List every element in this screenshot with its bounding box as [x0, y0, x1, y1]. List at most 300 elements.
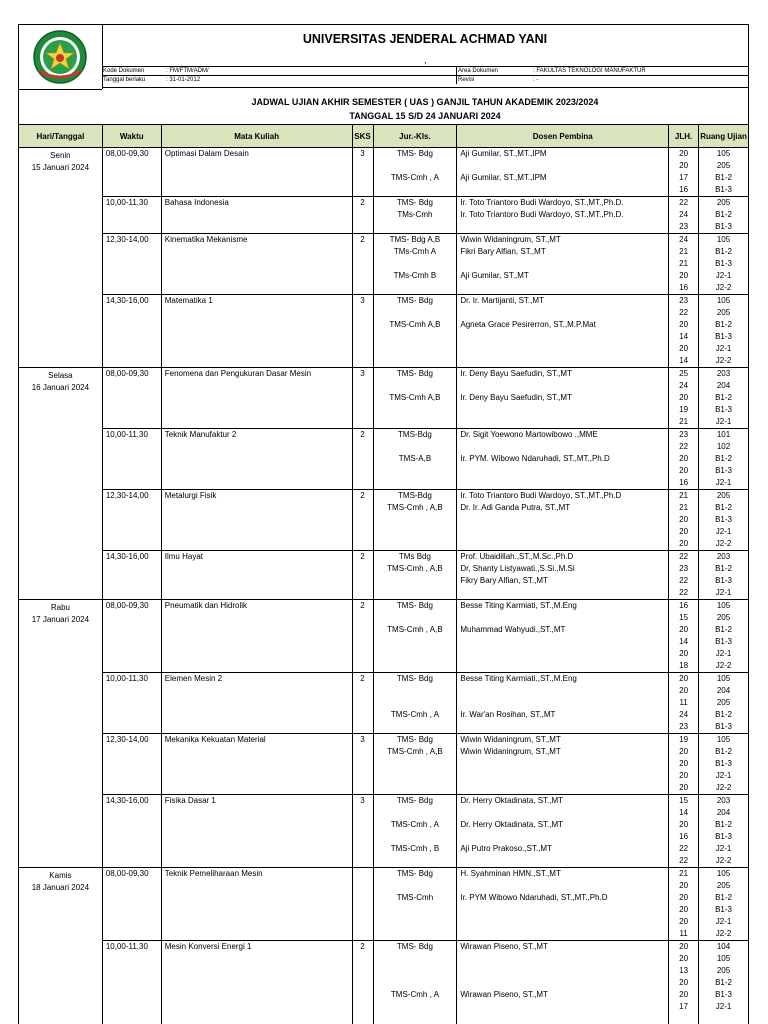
cell-line — [457, 636, 668, 648]
cell-line — [457, 648, 668, 660]
time-cell-text: 10,00-11,30 — [105, 198, 148, 207]
cell-line — [374, 331, 457, 343]
cell-line — [374, 477, 457, 489]
sks-cell-text: 2 — [360, 552, 365, 561]
course-cell — [161, 551, 352, 600]
sks-cell — [352, 673, 373, 734]
sks-cell — [352, 795, 373, 868]
cell-line: 15 — [679, 796, 689, 805]
cell-line: 101 — [716, 430, 731, 439]
cell-line: TMs-Cmh A — [393, 247, 437, 256]
jlh-cell — [669, 429, 699, 490]
time-cell — [102, 600, 161, 673]
cell-line: J2-1 — [715, 344, 732, 353]
cell-line: TMS-Cmh , B — [390, 844, 440, 853]
cell-line: 205 — [716, 698, 731, 707]
cell-line: 21 — [679, 869, 689, 878]
jurusan-cell — [373, 148, 457, 197]
cell-line: 16 — [679, 601, 689, 610]
sks-cell-text: 2 — [360, 198, 365, 207]
table-row — [19, 868, 749, 941]
cell-line: 11 — [679, 698, 688, 707]
revisi-value: : - — [533, 77, 539, 83]
cell-line — [374, 1001, 457, 1013]
table-body — [19, 148, 749, 1024]
jlh-cell — [669, 234, 699, 295]
table-row — [19, 600, 749, 673]
cell-line: 17 — [679, 173, 689, 182]
day-name: Senin — [50, 151, 71, 160]
cell-line: Ir. War'an Rosihan, ST.,MT — [460, 710, 556, 719]
cell-line: 105 — [716, 149, 731, 158]
cell-line: 205 — [716, 966, 731, 975]
cell-line — [457, 258, 668, 270]
cell-line: J2-2 — [715, 856, 732, 865]
cell-line: 17 — [679, 1002, 689, 1011]
cell-line: Wirawan Piseno, ST.,MT — [460, 990, 548, 999]
cell-line: 21 — [679, 491, 689, 500]
cell-line: TMS-Bdg — [398, 430, 432, 439]
table-header-row — [19, 125, 749, 148]
cell-line — [457, 331, 668, 343]
course-cell-text: Elemen Mesin 2 — [164, 674, 223, 683]
day-cell — [19, 600, 103, 868]
jlh-cell — [669, 368, 699, 429]
room-cell — [699, 795, 749, 868]
header-comma: , — [424, 55, 427, 65]
cell-line — [374, 770, 457, 782]
cell-line: TMs Bdg — [398, 552, 431, 561]
course-cell — [161, 941, 352, 1024]
cell-line: 102 — [716, 442, 731, 451]
day-cell — [19, 148, 103, 368]
cell-line: 20 — [679, 686, 689, 695]
cell-line: 21 — [679, 503, 689, 512]
cell-line — [457, 697, 668, 709]
room-cell — [699, 551, 749, 600]
cell-line — [457, 612, 668, 624]
cell-line — [669, 1013, 698, 1024]
table-row — [19, 941, 749, 1024]
day-cell — [19, 368, 103, 600]
area-label: Area Dokumen — [458, 68, 499, 74]
cell-line — [457, 721, 668, 733]
time-cell — [102, 941, 161, 1024]
jurusan-cell — [373, 429, 457, 490]
cell-line: TMS- Bdg — [396, 296, 433, 305]
cell-line — [374, 282, 457, 294]
cell-line: 24 — [679, 710, 689, 719]
cell-line: TMS-Cmh , A — [390, 820, 439, 829]
cell-line: 13 — [679, 966, 689, 975]
cell-line — [457, 1001, 668, 1013]
cell-line: B1-2 — [715, 893, 732, 902]
cell-line: Ir. Deny Bayu Saefudin, ST.,MT — [460, 393, 572, 402]
column-header: Mata Kuliah — [161, 125, 352, 148]
time-cell-text: 08,00-09,30 — [105, 149, 149, 158]
cell-line: J2-1 — [715, 917, 732, 926]
cell-line: 16 — [679, 478, 689, 487]
cell-line — [374, 160, 457, 172]
cell-line: 205 — [716, 161, 731, 170]
jurusan-cell — [373, 295, 457, 368]
cell-line: 20 — [679, 149, 689, 158]
cell-line: B1-3 — [715, 515, 732, 524]
table-row — [19, 148, 749, 197]
cell-line — [374, 355, 457, 367]
sks-cell-text: 2 — [360, 430, 365, 439]
cell-line — [374, 782, 457, 794]
column-header: SKS — [352, 125, 373, 148]
cell-line — [457, 928, 668, 940]
time-cell-text: 12,30-14,00 — [105, 491, 149, 500]
sks-cell — [352, 197, 373, 234]
cell-line — [374, 514, 457, 526]
cell-line: B1-2 — [715, 820, 732, 829]
cell-line: TMS-Cmh A,B — [389, 393, 441, 402]
cell-line: 14 — [679, 356, 689, 365]
dosen-cell — [457, 673, 669, 734]
cell-line: B1-3 — [715, 832, 732, 841]
cell-line: J2-2 — [715, 356, 732, 365]
cell-line: J2-2 — [715, 783, 732, 792]
cell-line — [374, 526, 457, 538]
course-cell-text: Mekanika Kekuatan Material — [164, 735, 266, 744]
cell-line: B1-2 — [715, 625, 732, 634]
cell-line — [457, 831, 668, 843]
cell-line: 205 — [716, 198, 731, 207]
cell-line: 20 — [679, 454, 689, 463]
cell-line: 105 — [716, 296, 731, 305]
jlh-cell — [669, 295, 699, 368]
time-cell — [102, 197, 161, 234]
dosen-cell — [457, 368, 669, 429]
cell-line: J2-2 — [715, 661, 732, 670]
sks-cell — [352, 295, 373, 368]
jurusan-cell — [373, 673, 457, 734]
cell-line — [457, 855, 668, 867]
cell-line: TMS-Cmh , A,B — [387, 564, 443, 573]
cell-line — [457, 380, 668, 392]
cell-line: Prof. Ubaidillah.,ST.,M.Sc.,Ph.D — [460, 552, 574, 561]
cell-line — [374, 807, 457, 819]
cell-line: J2-1 — [715, 649, 732, 658]
cell-line — [457, 904, 668, 916]
exam-schedule-sheet — [18, 24, 749, 1024]
cell-line: Wiwin Widaningrum, ST.,MT — [460, 235, 561, 244]
logo-emblem-icon — [19, 25, 102, 89]
room-cell — [699, 734, 749, 795]
cell-line — [457, 404, 668, 416]
day-date: 17 Januari 2024 — [31, 615, 90, 624]
cell-line: Ir. Toto Triantoro Budi Wardoyo, ST.,MT.,Ph.D. — [460, 210, 624, 219]
jurusan-cell — [373, 600, 457, 673]
cell-line: 11 — [679, 929, 688, 938]
cell-line — [457, 685, 668, 697]
cell-line: TMS-Cmh , A — [390, 990, 439, 999]
column-header: Jur.-Kls. — [373, 125, 457, 148]
cell-line: Aji Gumilar, ST.,MT — [460, 271, 529, 280]
cell-line: B1-3 — [715, 259, 732, 268]
cell-line: B1-3 — [715, 222, 732, 231]
cell-line: 20 — [679, 771, 689, 780]
cell-line: B1-2 — [715, 503, 732, 512]
sks-cell-text: 3 — [360, 369, 365, 378]
cell-line: 23 — [679, 430, 689, 439]
cell-line: Ir. Toto Triantoro Budi Wardoyo, ST.,MT.,Ph.D. — [460, 198, 624, 207]
jlh-cell — [669, 673, 699, 734]
table-row — [19, 734, 749, 795]
cell-line: 20 — [679, 271, 689, 280]
table-row — [19, 490, 749, 551]
cell-line: TMS- Bdg — [396, 674, 433, 683]
dosen-cell — [457, 490, 669, 551]
cell-line — [374, 880, 457, 892]
cell-line: 24 — [679, 381, 689, 390]
course-cell-text: Bahasa Indonesia — [164, 198, 229, 207]
dosen-cell — [457, 734, 669, 795]
cell-line: 20 — [679, 515, 689, 524]
cell-line: 24 — [679, 235, 689, 244]
cell-line: Besse Titing Karmiati.,ST.,M.Eng — [460, 674, 577, 683]
cell-line: J2-1 — [715, 588, 732, 597]
cell-line — [457, 916, 668, 928]
cell-line: 22 — [679, 576, 689, 585]
sks-cell — [352, 941, 373, 1024]
cell-line: B1-3 — [715, 637, 732, 646]
cell-line: B1-2 — [715, 978, 732, 987]
jurusan-cell — [373, 795, 457, 868]
room-cell — [699, 368, 749, 429]
jurusan-cell — [373, 234, 457, 295]
column-header: Ruang Ujian — [699, 125, 749, 148]
cell-line: J2-1 — [715, 844, 732, 853]
meta-row-2 — [102, 75, 748, 84]
cell-line: Dr. Ir. Martijanti, ST.,MT — [460, 296, 544, 305]
cell-line: TMS-Cmh A,B — [389, 320, 441, 329]
course-cell — [161, 600, 352, 673]
cell-line: Muhammad Wahyudi.,ST.,MT — [460, 625, 566, 634]
cell-line: 20 — [679, 759, 689, 768]
sks-cell — [352, 868, 373, 941]
cell-line — [374, 697, 457, 709]
cell-line: Dr, Shanty Listyawati.,S.Si.,M.Si — [460, 564, 575, 573]
time-cell-text: 10,00-11,30 — [105, 942, 148, 951]
cell-line: J2-1 — [715, 417, 732, 426]
time-cell — [102, 368, 161, 429]
cell-line: 20 — [679, 674, 689, 683]
jlh-cell — [669, 148, 699, 197]
time-cell — [102, 868, 161, 941]
cell-line: B1-2 — [715, 173, 732, 182]
cell-line: TMS- Bdg — [396, 735, 433, 744]
cell-line — [374, 416, 457, 428]
time-cell — [102, 295, 161, 368]
cell-line — [457, 587, 668, 599]
room-cell — [699, 941, 749, 1024]
cell-line: 22 — [679, 844, 689, 853]
cell-line: B1-3 — [715, 990, 732, 999]
table-row — [19, 197, 749, 234]
cell-line: B1-2 — [715, 210, 732, 219]
cell-line — [457, 1013, 668, 1024]
sks-cell-text: 2 — [360, 235, 365, 244]
sks-cell-text: 2 — [360, 601, 365, 610]
cell-line: B1-2 — [715, 454, 732, 463]
cell-line — [457, 160, 668, 172]
course-cell-text: Kinematika Mekanisme — [164, 235, 248, 244]
cell-line: 22 — [679, 308, 689, 317]
tanggal-label: Tanggal berlaku — [103, 77, 146, 83]
revisi-label: Revisi — [458, 77, 475, 83]
cell-line: 20 — [679, 466, 689, 475]
course-cell — [161, 795, 352, 868]
sks-cell-text: 2 — [360, 674, 365, 683]
cell-line: B1-2 — [715, 710, 732, 719]
course-cell-text: Ilmu Hayat — [164, 552, 203, 561]
column-header: Dosen Pembina — [457, 125, 669, 148]
sks-cell-text — [353, 868, 373, 880]
cell-line: Ir. Toto Triantoro Budi Wardoyo, ST.,MT.,Ph.D — [460, 491, 622, 500]
cell-line — [457, 184, 668, 196]
cell-line: B1-2 — [715, 393, 732, 402]
course-cell — [161, 234, 352, 295]
cell-line: J2-1 — [715, 478, 732, 487]
time-cell — [102, 490, 161, 551]
course-cell-text: Metalurgi Fisik — [164, 491, 217, 500]
table-row — [19, 795, 749, 868]
dosen-cell — [457, 795, 669, 868]
cell-line: TMS-Cmh , A,B — [387, 625, 443, 634]
time-cell-text: 08,00-09,30 — [105, 601, 149, 610]
course-cell-text: Fisika Dasar 1 — [164, 796, 216, 805]
column-header: Waktu — [102, 125, 161, 148]
sks-cell-text: 3 — [360, 149, 365, 158]
cell-line — [374, 575, 457, 587]
cell-line — [374, 612, 457, 624]
cell-line: 105 — [716, 601, 731, 610]
jlh-cell — [669, 197, 699, 234]
cell-line: Fikri Bary Alfian, ST.,MT — [460, 247, 546, 256]
cell-line: TMS-Bdg — [398, 491, 432, 500]
cell-line: B1-3 — [715, 759, 732, 768]
cell-line — [457, 758, 668, 770]
cell-line — [374, 758, 457, 770]
course-cell — [161, 490, 352, 551]
cell-line — [374, 1013, 457, 1024]
jlh-cell — [669, 551, 699, 600]
cell-line: 19 — [679, 405, 689, 414]
time-cell — [102, 148, 161, 197]
area-value: : FAKULTAS TEKNOLOGI MANUFAKTUR — [533, 68, 646, 74]
cell-line: TMS- Bdg — [396, 369, 433, 378]
cell-line: 205 — [716, 491, 731, 500]
cell-line: 20 — [679, 747, 689, 756]
sks-cell — [352, 734, 373, 795]
cell-line: 22 — [679, 856, 689, 865]
time-cell — [102, 734, 161, 795]
dosen-cell — [457, 551, 669, 600]
cell-line: B1-2 — [715, 564, 732, 573]
cell-line — [457, 343, 668, 355]
cell-line — [374, 221, 457, 233]
cell-line: 20 — [679, 990, 689, 999]
cell-line: TMS- Bdg — [396, 942, 433, 951]
cell-line — [457, 465, 668, 477]
cell-line: 105 — [716, 735, 731, 744]
cell-line: 20 — [679, 539, 689, 548]
cell-line — [374, 977, 457, 989]
cell-line: 22 — [679, 442, 689, 451]
course-cell-text: Pneumatik dan Hidrolik — [164, 601, 248, 610]
cell-line: TMS- Bdg A,B — [389, 235, 441, 244]
room-cell — [699, 234, 749, 295]
cell-line: 20 — [679, 344, 689, 353]
course-cell — [161, 368, 352, 429]
schedule-title: JADWAL UJIAN AKHIR SEMESTER ( UAS ) GANJIL TAHUN AKADEMIK 2023/2024 — [251, 97, 599, 107]
cell-line — [457, 880, 668, 892]
time-cell — [102, 551, 161, 600]
jlh-cell — [669, 600, 699, 673]
sks-cell — [352, 429, 373, 490]
jurusan-cell — [373, 941, 457, 1024]
cell-line — [374, 685, 457, 697]
cell-line: TMS- Bdg — [396, 601, 433, 610]
day-date: 18 Januari 2024 — [31, 883, 90, 892]
cell-line: Aji Gumilar, ST.,MT.,IPM — [460, 149, 547, 158]
cell-line: 20 — [679, 161, 689, 170]
cell-line: 22 — [679, 198, 689, 207]
cell-line — [457, 355, 668, 367]
sks-cell — [352, 148, 373, 197]
cell-line: 21 — [679, 259, 689, 268]
cell-line: B1-3 — [715, 332, 732, 341]
cell-line: 16 — [679, 283, 689, 292]
cell-line: Aji Putro Prakoso.,ST.,MT — [460, 844, 552, 853]
cell-line: 203 — [716, 552, 731, 561]
cell-line: TMS- Bdg — [396, 198, 433, 207]
cell-line — [374, 404, 457, 416]
cell-line: Besse Titing Karmiati, ST.,M.Eng — [460, 601, 577, 610]
cell-line — [457, 977, 668, 989]
table-row — [19, 673, 749, 734]
table-row — [19, 551, 749, 600]
cell-line: B1-3 — [715, 466, 732, 475]
cell-line: J2-2 — [715, 283, 732, 292]
cell-line: 105 — [716, 235, 731, 244]
cell-line: 25 — [679, 369, 689, 378]
cell-line: 19 — [679, 735, 689, 744]
cell-line: 21 — [679, 417, 689, 426]
cell-line — [699, 1013, 748, 1024]
course-cell — [161, 295, 352, 368]
room-cell — [699, 600, 749, 673]
cell-line — [374, 307, 457, 319]
cell-line: 21 — [679, 247, 689, 256]
cell-line: B1-3 — [715, 185, 732, 194]
cell-line: 20 — [679, 649, 689, 658]
cell-line: 16 — [679, 832, 689, 841]
time-cell-text: 10,00-11,30 — [105, 430, 148, 439]
room-cell — [699, 490, 749, 551]
cell-line: J2-2 — [715, 539, 732, 548]
cell-line: Ir. PYM. Wibowo Ndaruhadi, ST.,MT.,Ph.D — [460, 454, 610, 463]
sks-cell — [352, 234, 373, 295]
cell-line: 205 — [716, 308, 731, 317]
jurusan-cell — [373, 734, 457, 795]
course-cell — [161, 197, 352, 234]
cell-line: J2-1 — [715, 771, 732, 780]
